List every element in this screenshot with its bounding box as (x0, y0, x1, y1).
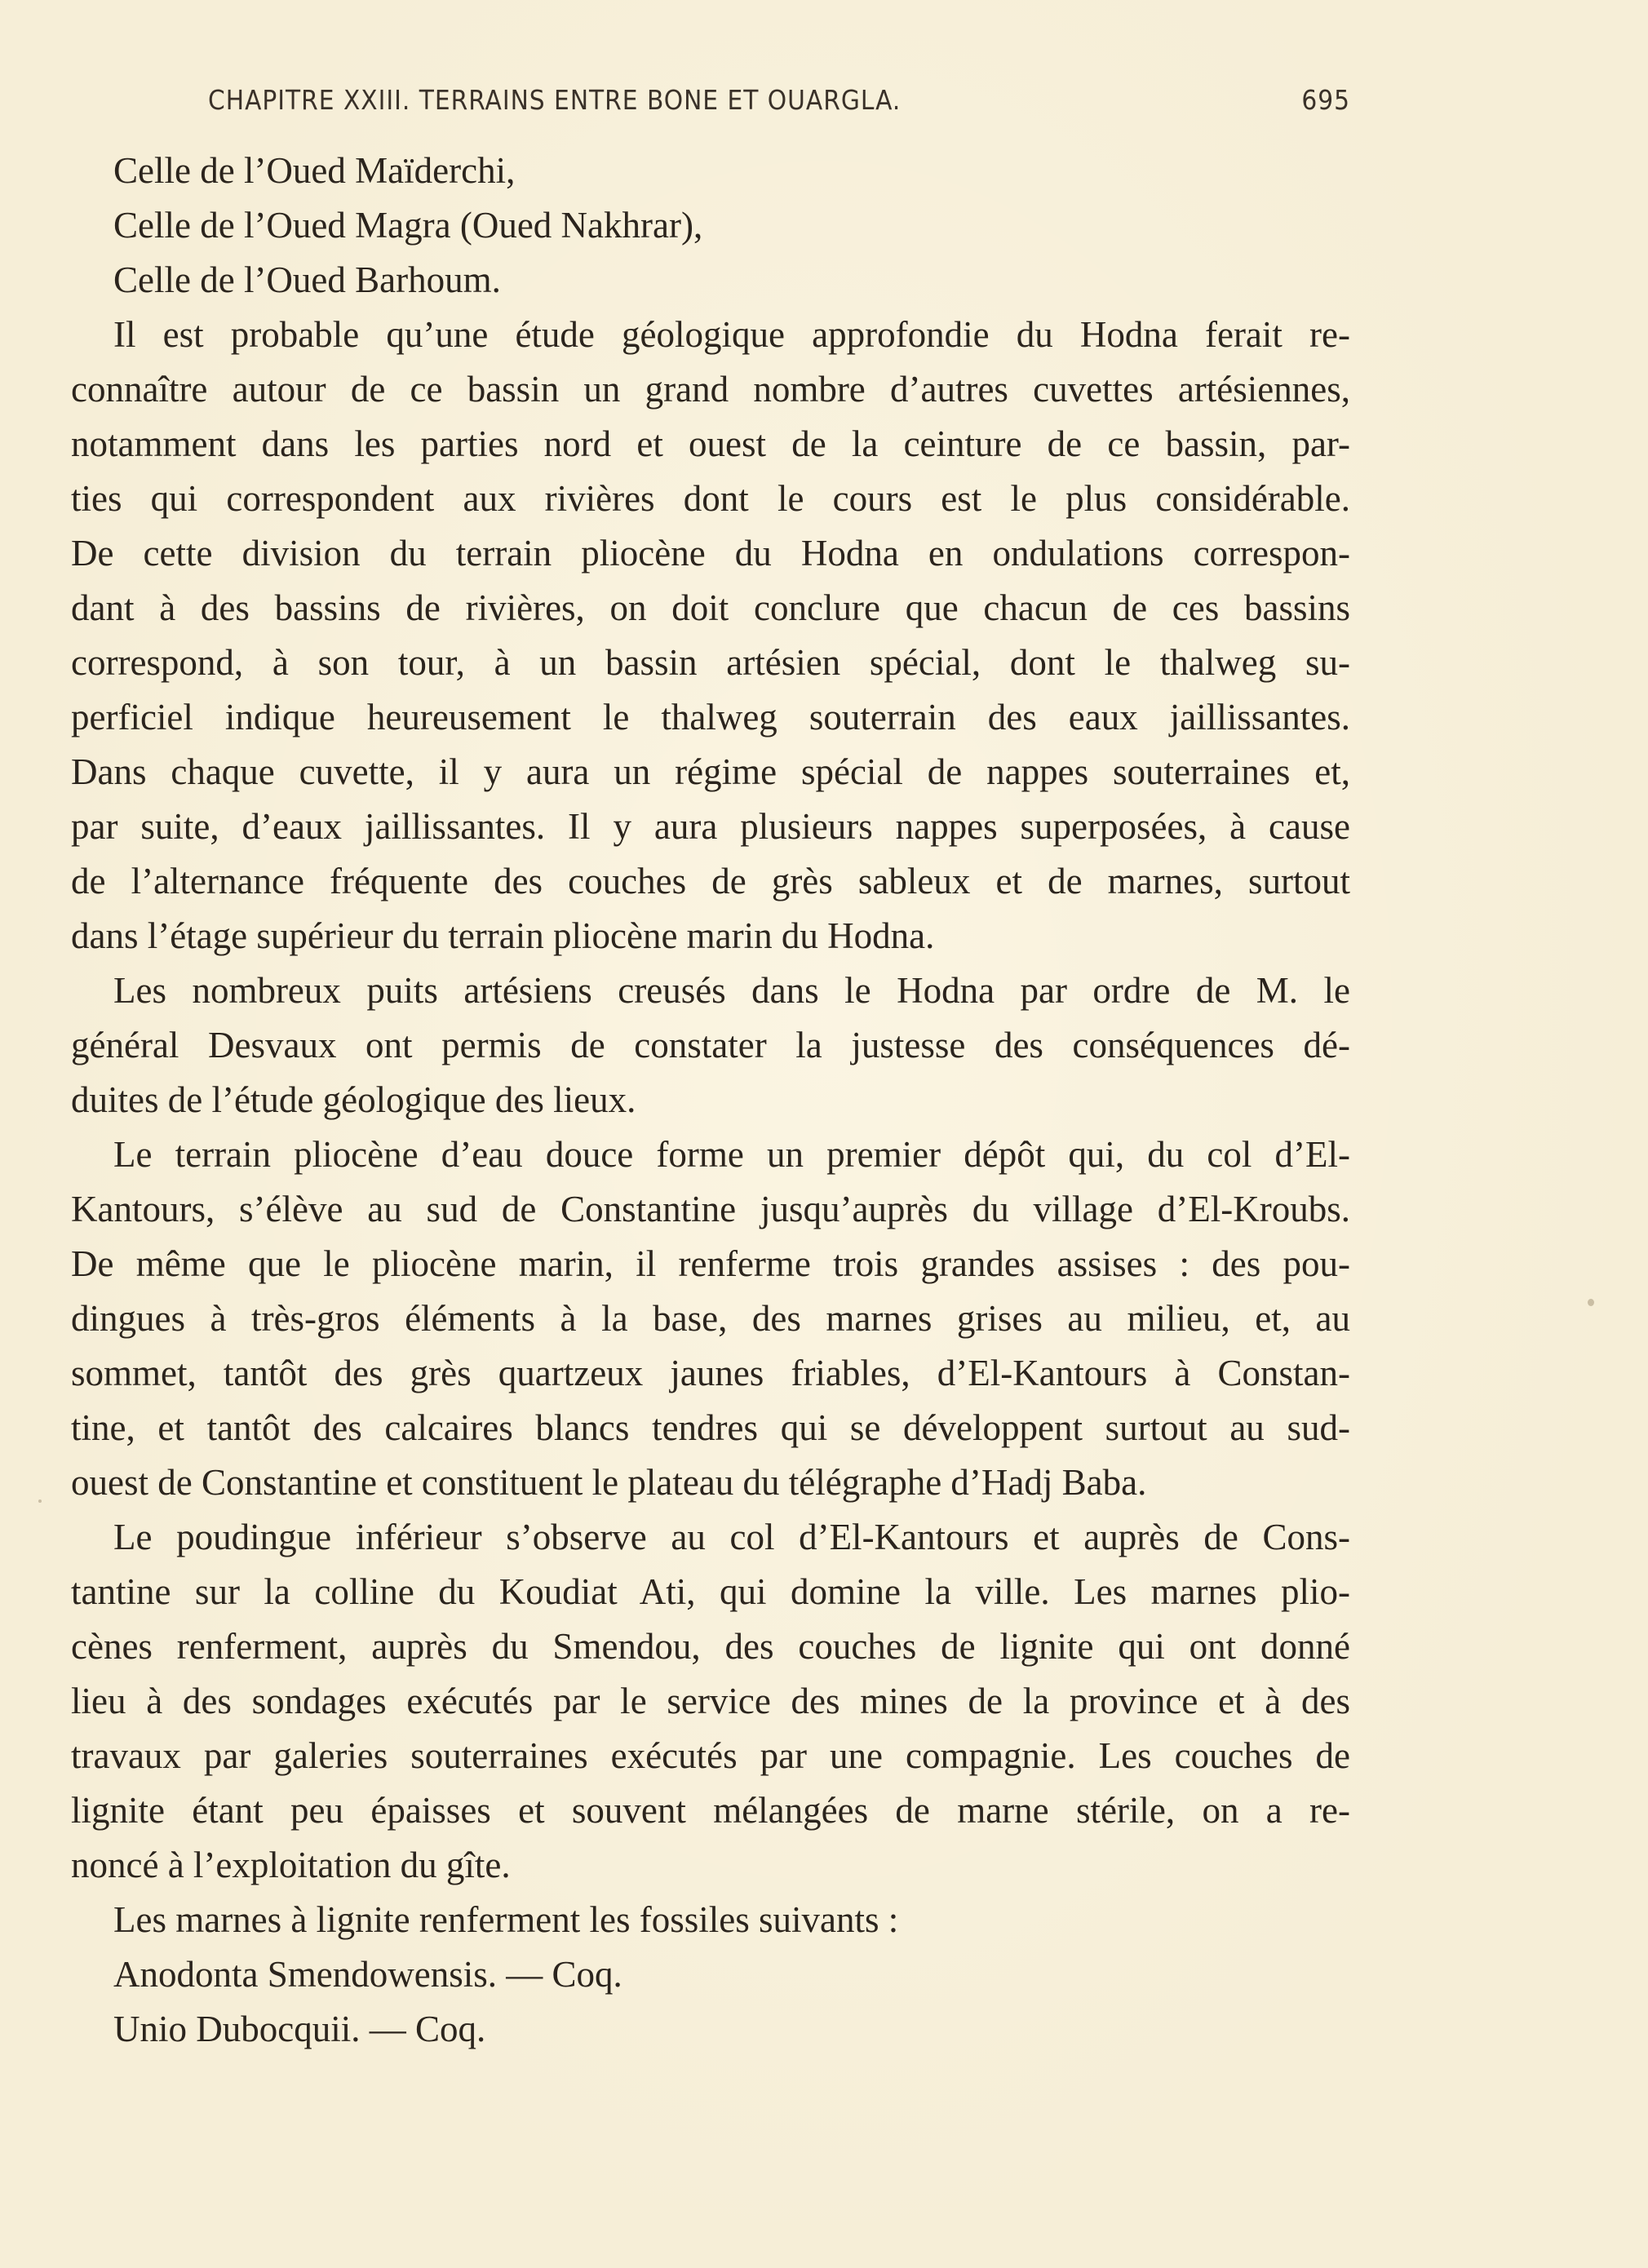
text-line: dans l’étage supérieur du terrain pliocène marin du Hodna. (71, 915, 935, 956)
running-head (208, 84, 1350, 125)
text-line: Les nombreux puits artésiens creusés dans le Hodna par ordre de M. le (113, 970, 1350, 1011)
text-line: lignite étant peu épaisses et souvent mélangées de marne stérile, on a re- (71, 1790, 1350, 1831)
text-line: dingues à très-gros éléments à la base, des marnes grises au milieu, et, au (71, 1298, 1350, 1339)
text-line: Dans chaque cuvette, il y aura un régime spécial de nappes souterraines et, (71, 751, 1350, 792)
text-line: duites de l’étude géologique des lieux. (71, 1079, 636, 1120)
text-line: De même que le pliocène marin, il renferme trois grandes assises : des pou- (71, 1243, 1350, 1284)
text-line: tantine sur la colline du Koudiat Ati, qui domine la ville. Les marnes plio- (71, 1571, 1350, 1612)
page-number: 695 (1301, 84, 1350, 116)
text-line: Celle de l’Oued Barhoum. (113, 259, 501, 300)
text-line: cènes renferment, auprès du Smendou, des couches de lignite qui ont donné (71, 1626, 1350, 1667)
text-line: De cette division du terrain pliocène du Hodna en ondulations correspon- (71, 533, 1350, 574)
text-line: Le terrain pliocène d’eau douce forme un premier dépôt qui, du col d’El- (113, 1134, 1350, 1175)
text-line: noncé à l’exploitation du gîte. (71, 1845, 511, 1885)
text-line: dant à des bassins de rivières, on doit conclure que chacun de ces bassins (71, 587, 1350, 628)
text-line: connaître autour de ce bassin un grand nombre d’autres cuvettes artésiennes, (71, 369, 1350, 410)
text-line: correspond, à son tour, à un bassin artésien spécial, dont le thalweg su- (71, 642, 1350, 683)
text-line: Celle de l’Oued Maïderchi, (113, 150, 516, 191)
text-line: tine, et tantôt des calcaires blancs tendres qui se développent surtout au sud- (71, 1407, 1350, 1448)
text-line: ouest de Constantine et constituent le plateau du télégraphe d’Hadj Baba. (71, 1462, 1147, 1503)
text-line: lieu à des sondages exécutés par le service des mines de la province et à des (71, 1681, 1350, 1721)
text-line: ties qui correspondent aux rivières dont le cours est le plus considérable. (71, 478, 1350, 519)
text-line: perficiel indique heureusement le thalweg souterrain des eaux jaillissantes. (71, 697, 1350, 738)
text-line: Le poudingue inférieur s’observe au col d’El-Kantours et auprès de Cons- (113, 1517, 1350, 1557)
paper-speck (38, 1499, 42, 1503)
text-line: par suite, d’eaux jaillissantes. Il y aura plusieurs nappes superposées, à cause (71, 806, 1350, 847)
text-line: travaux par galeries souterraines exécutés par une compagnie. Les couches de (71, 1735, 1350, 1776)
body-text (71, 144, 1350, 2057)
text-line: notamment dans les parties nord et ouest de la ceinture de ce bassin, par- (71, 423, 1350, 464)
text-line: Kantours, s’élève au sud de Constantine jusqu’auprès du village d’El-Kroubs. (71, 1189, 1350, 1229)
text-line: Anodonta Smendowensis. — Coq. (113, 1954, 622, 1995)
text-line: Il est probable qu’une étude géologique approfondie du Hodna ferait re- (113, 314, 1350, 355)
paper-speck (1588, 1299, 1594, 1306)
text-line: Les marnes à lignite renferment les fossiles suivants : (113, 1899, 899, 1940)
text-line: sommet, tantôt des grès quartzeux jaunes friables, d’El-Kantours à Constan- (71, 1353, 1350, 1393)
text-line: général Desvaux ont permis de constater la justesse des conséquences dé- (71, 1025, 1350, 1065)
text-line: de l’alternance fréquente des couches de grès sableux et de marnes, surtout (71, 861, 1350, 901)
text-line: Celle de l’Oued Magra (Oued Nakhrar), (113, 205, 703, 246)
running-title: CHAPITRE XXIII. TERRAINS ENTRE BONE ET OUARGLA. (208, 84, 902, 116)
text-line: Unio Dubocquii. — Coq. (113, 2009, 486, 2049)
